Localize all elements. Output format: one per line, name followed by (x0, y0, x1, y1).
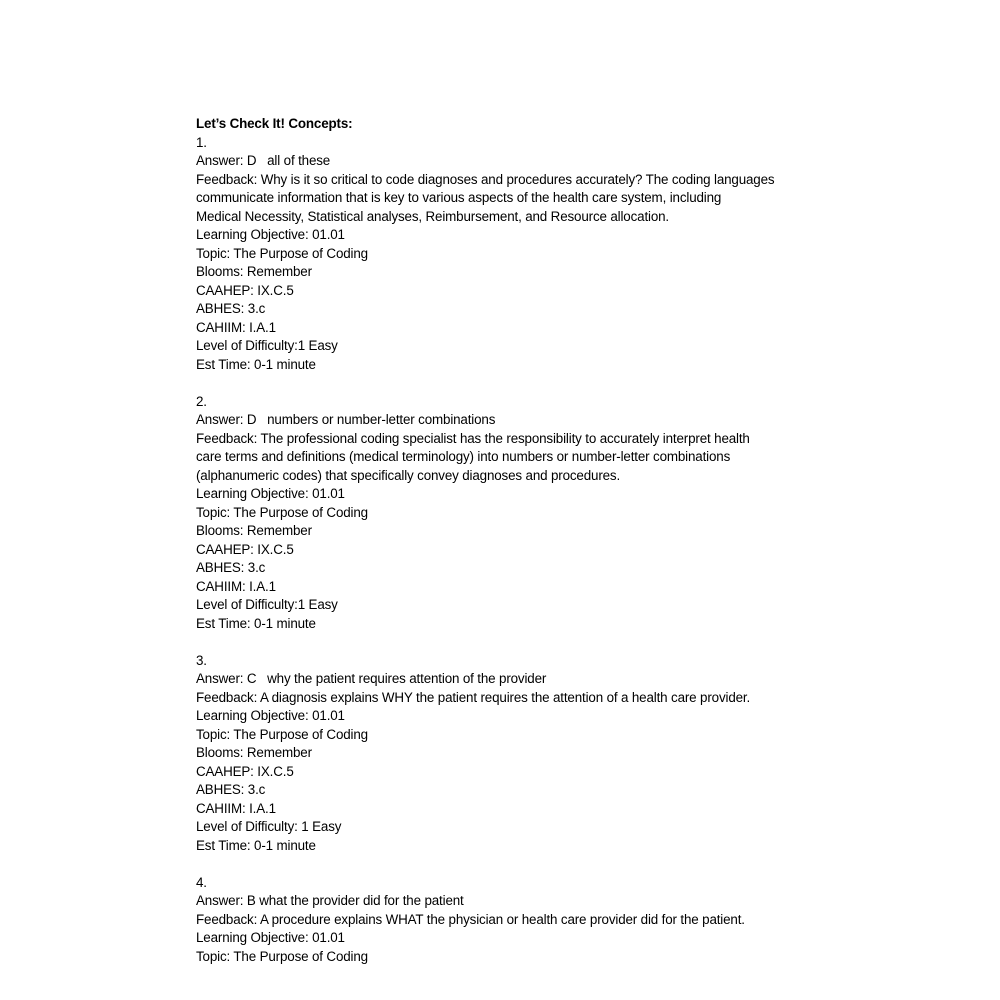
learning-objective: Learning Objective: 01.01 (196, 227, 345, 242)
feedback-line: Feedback: A diagnosis explains WHY the patient requires the attention of a health care provider. (196, 689, 751, 705)
answer-line: Answer: B what the provider did for the patient (196, 893, 464, 908)
topic: Topic: The Purpose of Coding (196, 726, 368, 742)
topic: Topic: The Purpose of Coding (196, 504, 368, 520)
question-block-2 (196, 393, 836, 634)
answer-line: Answer: C why the patient requires attention of the provider (196, 671, 547, 686)
question-number: 4. (196, 874, 207, 890)
est-time: Est Time: 0-1 minute (196, 356, 316, 372)
feedback-line: care terms and definitions (medical terminology) into numbers or number-letter combinations (196, 449, 731, 464)
caahep: CAAHEP: IX.C.5 (196, 763, 294, 779)
spacer (196, 633, 836, 652)
blooms: Blooms: Remember (196, 745, 312, 760)
question-number: 3. (196, 652, 207, 668)
difficulty: Level of Difficulty: 1 Easy (196, 819, 342, 834)
feedback-line: communicate information that is key to various aspects of the health care system, including (196, 190, 722, 205)
caahep: CAAHEP: IX.C.5 (196, 282, 294, 298)
question-block-4 (196, 874, 836, 967)
est-time: Est Time: 0-1 minute (196, 837, 316, 853)
topic: Topic: The Purpose of Coding (196, 245, 368, 261)
feedback-line: Feedback: A procedure explains WHAT the physician or health care provider did for the patient. (196, 911, 745, 927)
cahiim: CAHIIM: I.A.1 (196, 800, 276, 816)
spacer (196, 855, 836, 874)
question-block-1 (196, 134, 836, 375)
blooms: Blooms: Remember (196, 523, 312, 538)
question-number: 2. (196, 393, 207, 409)
feedback-line: Feedback: Why is it so critical to code diagnoses and procedures accurately? The coding languages (196, 171, 775, 187)
learning-objective: Learning Objective: 01.01 (196, 708, 345, 723)
abhes: ABHES: 3.c (196, 301, 266, 316)
difficulty: Level of Difficulty:1 Easy (196, 597, 338, 612)
feedback-line: (alphanumeric codes) that specifically convey diagnoses and procedures. (196, 467, 621, 483)
abhes: ABHES: 3.c (196, 782, 266, 797)
answer-line: Answer: D numbers or number-letter combinations (196, 412, 496, 427)
difficulty: Level of Difficulty:1 Easy (196, 338, 338, 353)
topic: Topic: The Purpose of Coding (196, 948, 368, 964)
feedback-line: Medical Necessity, Statistical analyses, Reimbursement, and Resource allocation. (196, 208, 670, 224)
question-number: 1. (196, 134, 207, 150)
est-time: Est Time: 0-1 minute (196, 615, 316, 631)
document-page (196, 115, 836, 966)
blooms: Blooms: Remember (196, 264, 312, 279)
question-block-3 (196, 652, 836, 856)
cahiim: CAHIIM: I.A.1 (196, 578, 276, 594)
section-title: Let’s Check It! Concepts: (196, 116, 353, 131)
abhes: ABHES: 3.c (196, 560, 266, 575)
learning-objective: Learning Objective: 01.01 (196, 930, 345, 945)
learning-objective: Learning Objective: 01.01 (196, 486, 345, 501)
caahep: CAAHEP: IX.C.5 (196, 541, 294, 557)
feedback-line: Feedback: The professional coding specialist has the responsibility to accurately interpret health (196, 430, 750, 446)
answer-line: Answer: D all of these (196, 153, 331, 168)
spacer (196, 374, 836, 393)
cahiim: CAHIIM: I.A.1 (196, 319, 276, 335)
